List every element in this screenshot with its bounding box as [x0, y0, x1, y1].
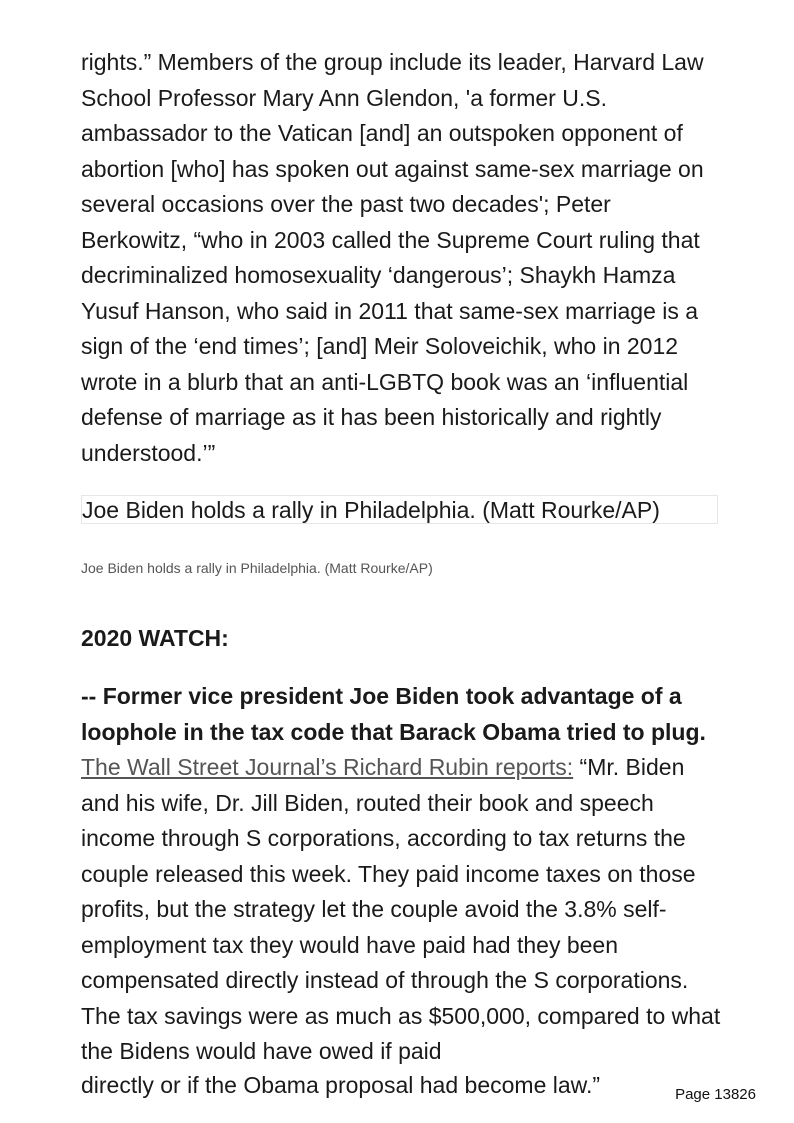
- cut-off-bottom-line: [81, 1072, 641, 1098]
- section-heading: 2020 WATCH:: [81, 625, 229, 651]
- article-body: “Mr. Biden and his wife, Dr. Jill Biden, routed their book and speech income through S corporations, according to tax returns the couple released this week. They paid income taxes on those profits, but the strategy let the couple avoid the 3.8% self-employment tax they would have paid had they been compensated directly instead of through the S corporations. The tax savings were as much as $500,000, compared to what the Bidens would have owed if paid: [81, 754, 721, 1064]
- photo-alt-text: Joe Biden holds a rally in Philadelphia. (Matt Rourke/AP): [82, 497, 660, 523]
- wsj-link[interactable]: The Wall Street Journal’s Richard Rubin reports:: [81, 754, 574, 780]
- quote-paragraph: [81, 45, 721, 471]
- photo-caption: Joe Biden holds a rally in Philadelphia. (Matt Rourke/AP): [81, 560, 433, 576]
- lead-sentence: -- Former vice president Joe Biden took advantage of a loophole in the tax code that Barack Obama tried to plug.: [81, 683, 706, 745]
- page-number: Page 13826: [675, 1086, 756, 1103]
- article-paragraph: [81, 679, 721, 1070]
- bottom-fragment-text: directly or if the Obama proposal had become law.”: [81, 1072, 601, 1098]
- cut-off-top-line: [81, 0, 721, 44]
- photo-placeholder: [81, 495, 718, 524]
- paragraph-text: rights.” Members of the group include its leader, Harvard Law School Professor Mary Ann Glendon, 'a former U.S. ambassador to the Vatican [and] an outspoken opponent of abortion [who] has spoken out against same-sex marriage on several occasions over the past two decades'; Peter Berkowitz, “who in 2003 called the Supreme Court ruling that decriminalized homosexuality ‘dangerous’; Shaykh Hamza Yusuf Hanson, who said in 2011 that same-sex marriage is a sign of the ‘end times’; [and] Meir Soloveichik, who in 2012 wrote in a blurb that an anti-LGBTQ book was an ‘influential defense of marriage as it has been historically and rightly understood.’”: [81, 49, 704, 466]
